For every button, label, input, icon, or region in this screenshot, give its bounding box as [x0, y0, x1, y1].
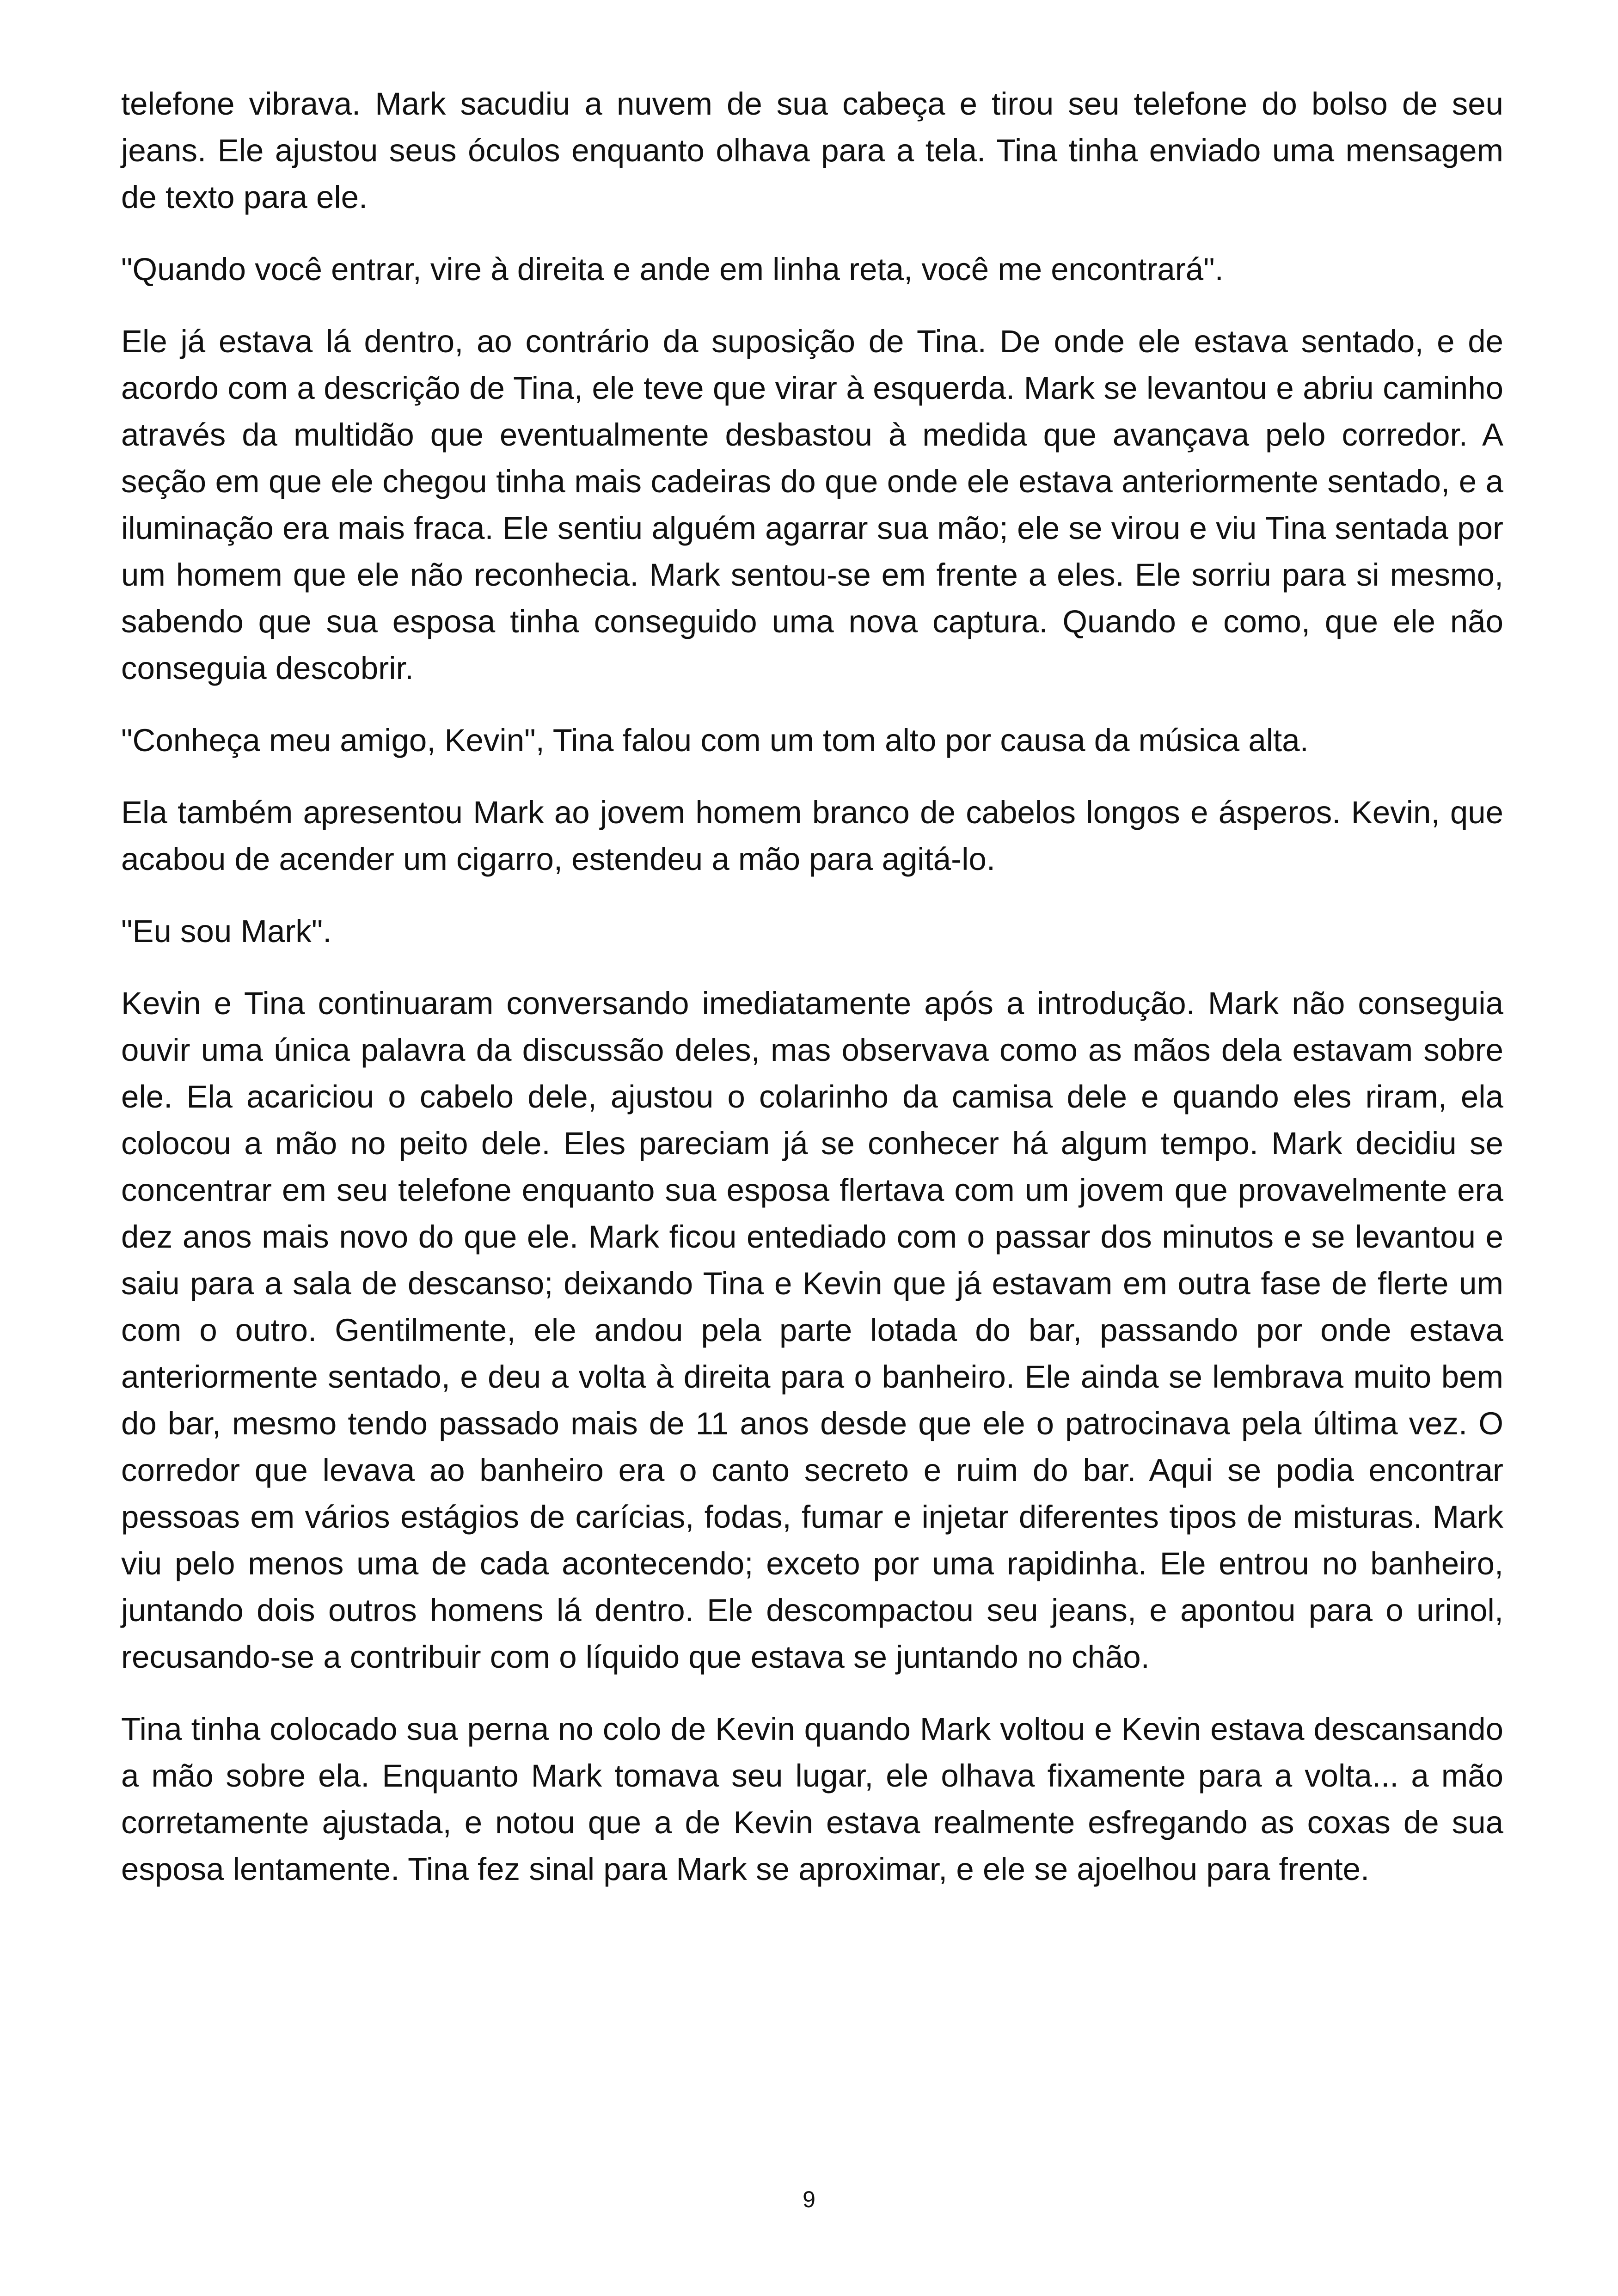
paragraph-3: Ele já estava lá dentro, ao contrário da suposição de Tina. De onde ele estava sentado, e de acordo com a descrição de Tina, ele teve que virar à esquerda. Mark se levantou e abriu caminho através da multidão que eventualmente desbastou à medida que avançava pelo corredor. A seção em que ele chegou tinha mais cadeiras do que onde ele estava anteriormente sentado, e a iluminação era mais fraca. Ele sentiu alguém agarrar sua mão; ele se virou e viu Tina sentada por um homem que ele não reconhecia. Mark sentou-se em frente a eles. Ele sorriu para si mesmo, sabendo que sua esposa tinha conseguido uma nova captura. Quando e como, que ele não conseguia descobrir.: [121, 324, 1503, 686]
body-text: [121, 80, 1503, 1918]
paragraph-1: telefone vibrava. Mark sacudiu a nuvem de sua cabeça e tirou seu telefone do bolso de seu jeans. Ele ajustou seus óculos enquanto olhava para a tela. Tina tinha enviado uma mensagem de texto para ele.: [121, 86, 1503, 215]
paragraph-6: "Eu sou Mark".: [121, 913, 332, 949]
page-number: 9: [803, 2186, 815, 2212]
paragraph-8: Tina tinha colocado sua perna no colo de Kevin quando Mark voltou e Kevin estava descansando a mão sobre ela. Enquanto Mark tomava seu lugar, ele olhava fixamente para a volta... a mão corretamente ajustada, e notou que a de Kevin estava realmente esfregando as coxas de sua esposa lentamente. Tina fez sinal para Mark se aproximar, e ele se ajoelhou para frente.: [121, 1711, 1503, 1887]
paragraph-2: "Quando você entrar, vire à direita e ande em linha reta, você me encontrará".: [121, 251, 1224, 287]
paragraph-7: Kevin e Tina continuaram conversando imediatamente após a introdução. Mark não conseguia ouvir uma única palavra da discussão deles, mas observava como as mãos dela estavam sobre ele. Ela acariciou o cabelo dele, ajustou o colarinho da camisa dele e quando eles riram, ela colocou a mão no peito dele. Eles pareciam já se conhecer há algum tempo. Mark decidiu se concentrar em seu telefone enquanto sua esposa flertava com um jovem que provavelmente era dez anos mais novo do que ele. Mark ficou entediado com o passar dos minutos e se levantou e saiu para a sala de descanso; deixando Tina e Kevin que já estavam em outra fase de flerte um com o outro. Gentilmente, ele andou pela parte lotada do bar, passando por onde estava anteriormente sentado, e deu a volta à direita para o banheiro. Ele ainda se lembrava muito bem do bar, mesmo tendo passado mais de 11 anos desde que ele o patrocinava pela última vez. O corredor que levava ao banheiro era o canto secreto e ruim do bar. Aqui se podia encontrar pessoas em vários estágios de carícias, fodas, fumar e injetar diferentes tipos de misturas. Mark viu pelo menos uma de cada acontecendo; exceto por uma rapidinha. Ele entrou no banheiro, juntando dois outros homens lá dentro. Ele descompactou seu jeans, e apontou para o urinol, recusando-se a contribuir com o líquido que estava se juntando no chão.: [121, 986, 1503, 1675]
paragraph-5: Ela também apresentou Mark ao jovem homem branco de cabelos longos e ásperos. Kevin, que acabou de acender um cigarro, estendeu a mão para agitá-lo.: [121, 795, 1503, 877]
paragraph-4: "Conheça meu amigo, Kevin", Tina falou com um tom alto por causa da música alta.: [121, 722, 1309, 758]
